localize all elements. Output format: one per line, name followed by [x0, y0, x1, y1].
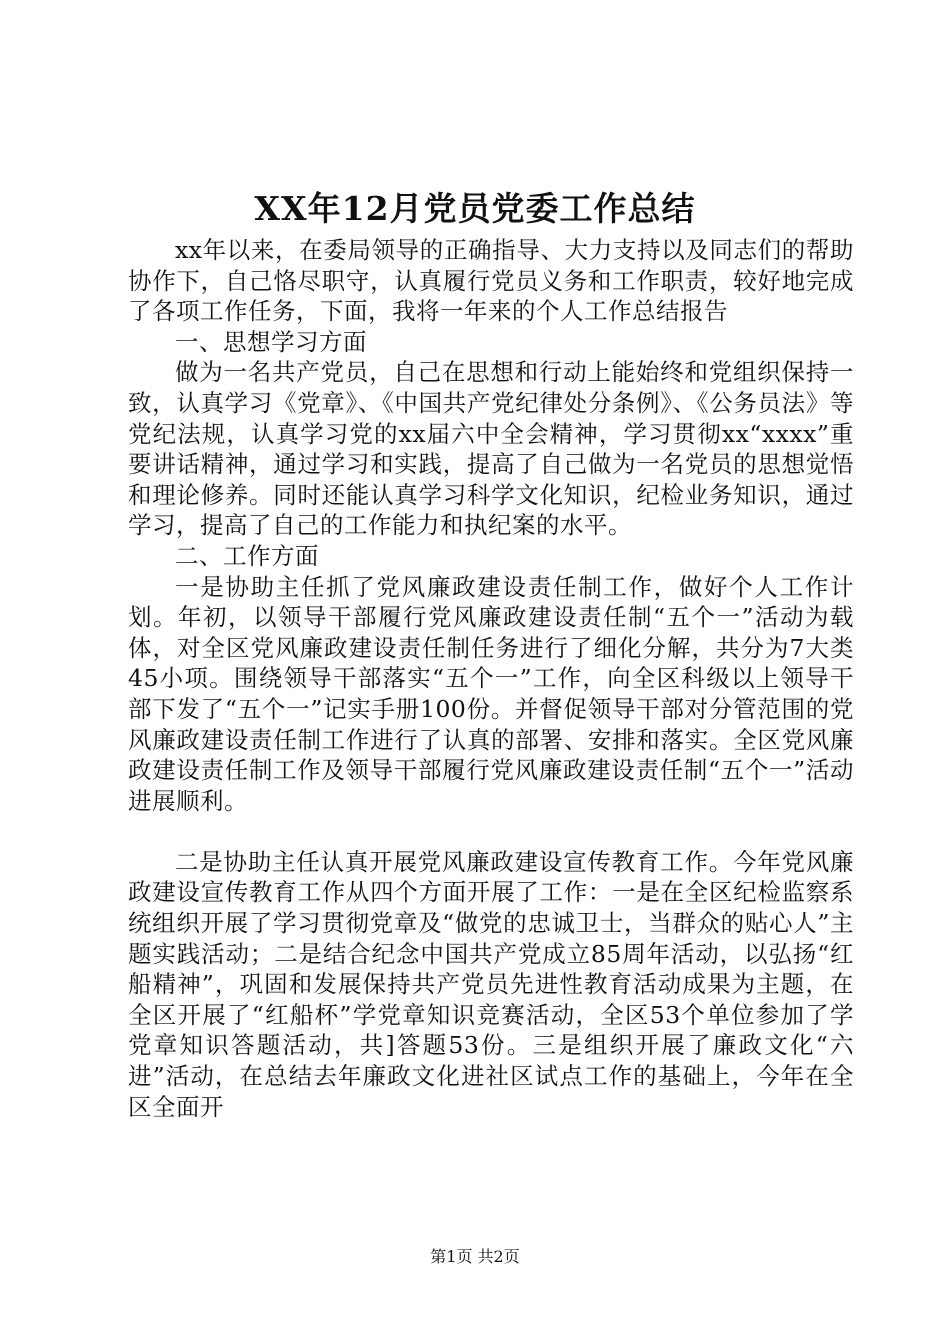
- document-body: [128, 235, 854, 1122]
- page-footer: 第1页 共2页: [430, 1247, 520, 1266]
- paragraph-gap: [128, 816, 854, 847]
- paragraph-work-2: 二是协助主任认真开展党风廉政建设宣传教育工作。今年党风廉政建设宣传教育工作从四个方面开展了工作：一是在全区纪检监察系统组织开展了学习贯彻党章及“做党的忠诚卫士，当群众的贴心人”主题实践活动；二是结合纪念中国共产党成立85周年活动，以弘扬“红船精神”，巩固和发展保持共产党员先进性教育活动成果为主题，在全区开展了“红船杯”学党章知识竞赛活动，全区53个单位参加了学党章知识答题活动，共]答题53份。三是组织开展了廉政文化“六进”活动，在总结去年廉政文化进社区试点工作的基础上，今年在全区全面开: [128, 847, 854, 1121]
- page-title: XX年12月党员党委工作总结: [254, 189, 696, 228]
- section-heading-work: 二、工作方面: [175, 541, 319, 570]
- paragraph-work-1: 一是协助主任抓了党风廉政建设责任制工作，做好个人工作计划。年初，以领导干部履行党风廉政建设责任制“五个一”活动为载体，对全区党风廉政建设责任制任务进行了细化分解，共分为7大类45小项。围绕领导干部落实“五个一”工作，向全区科级以上领导干部下发了“五个一”记实手册100份。并督促领导干部对分管范围的党风廉政建设责任制工作进行了认真的部署、安排和落实。全区党风廉政建设责任制工作及领导干部履行党风廉政建设责任制“五个一”活动进展顺利。: [128, 572, 854, 815]
- paragraph-study: 做为一名共产党员，自己在思想和行动上能始终和党组织保持一致，认真学习《党章》、《中国共产党纪律处分条例》、《公务员法》等党纪法规，认真学习党的xx届六中全会精神，学习贯彻xx“xxxx”重要讲话精神，通过学习和实践，提高了自己做为一名党员的思想觉悟和理论修养。同时还能认真学习科学文化知识，纪检业务知识，通过学习，提高了自己的工作能力和执纪案的水平。: [128, 358, 854, 540]
- paragraph-intro: xx年以来，在委局领导的正确指导、大力支持以及同志们的帮助协作下，自己恪尽职守，认真履行党员义务和工作职责，较好地完成了各项工作任务，下面，我将一年来的个人工作总结报告: [128, 236, 854, 326]
- section-heading-study: 一、思想学习方面: [175, 327, 367, 356]
